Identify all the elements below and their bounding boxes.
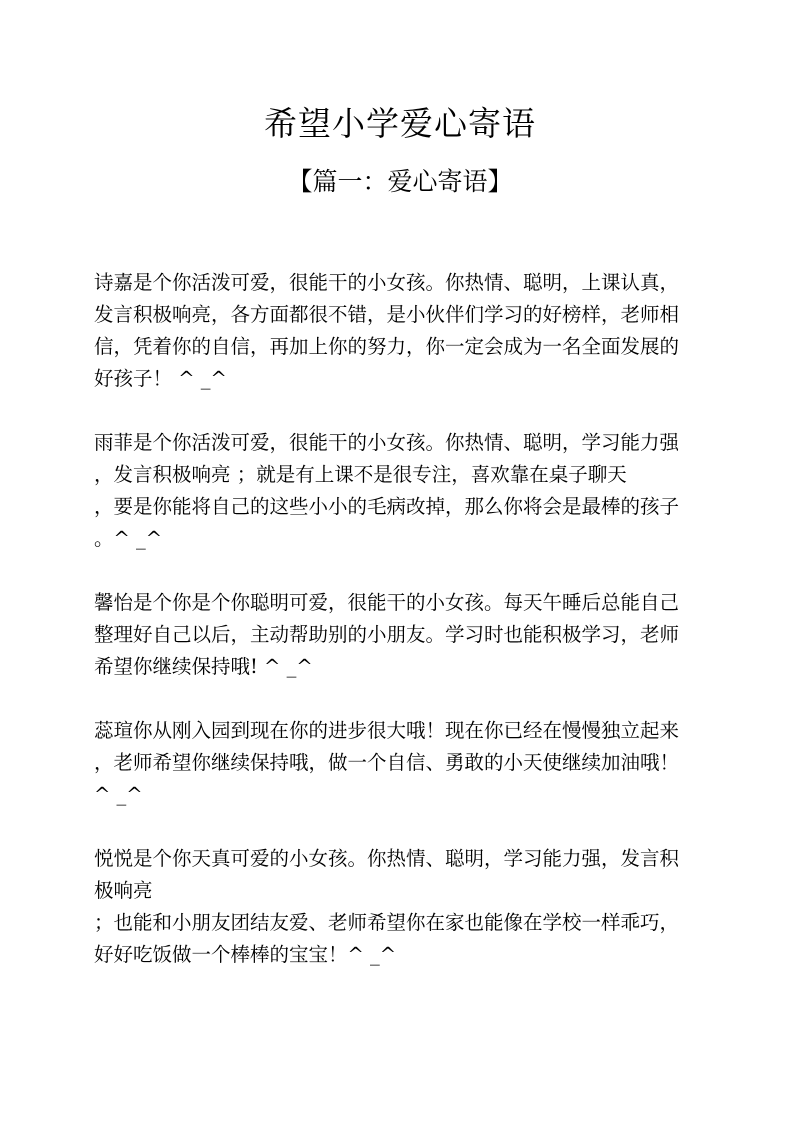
paragraph-line: 好好吃饭做一个棒棒的宝宝！^ _^ <box>94 943 397 966</box>
section-heading: 【篇一：爱心寄语】 <box>287 167 513 196</box>
paragraph-3 <box>94 587 710 683</box>
paragraph-line: ，要是你能将自己的这些小小的毛病改掉，那么你将会是最棒的孩子 <box>94 495 680 518</box>
paragraph-line: 馨怡是个你是个你聪明可爱，很能干的小女孩。每天午睡后总能自己 <box>94 591 680 614</box>
paragraph-2 <box>94 427 710 555</box>
paragraph-line: 整理好自己以后，主动帮助别的小朋友。学习时也能积极学习，老师 <box>94 623 680 646</box>
paragraph-line: 希望你继续保持哦! ^ _^ <box>94 655 313 678</box>
paragraph-line: ，老师希望你继续保持哦，做一个自信、勇敢的小天使继续加油哦！ <box>94 751 680 774</box>
paragraph-line: ；也能和小朋友团结友爱、老师希望你在家也能像在学校一样乖巧， <box>94 911 680 934</box>
paragraph-line: 信，凭着你的自信，再加上你的努力，你一定会成为一名全面发展的 <box>94 335 680 358</box>
paragraph-line: 。^ _^ <box>94 527 163 550</box>
paragraph-line: 蕊瑄你从刚入园到现在你的进步很大哦！现在你已经在慢慢独立起来 <box>94 719 680 742</box>
paragraph-line: 诗嘉是个你活泼可爱，很能干的小女孩。你热情、聪明，上课认真， <box>94 271 680 294</box>
paragraph-4 <box>94 715 710 811</box>
paragraph-5 <box>94 843 710 971</box>
paragraph-line: 悦悦是个你天真可爱的小女孩。你热情、聪明，学习能力强，发言积 <box>94 847 680 870</box>
paragraph-line: 极响亮 <box>94 879 153 902</box>
paragraph-1 <box>94 267 710 395</box>
paragraph-line: 好孩子！ ^ _^ <box>94 367 227 390</box>
paragraph-line: 雨菲是个你活泼可爱，很能干的小女孩。你热情、聪明，学习能力强 <box>94 431 680 454</box>
paragraph-line: 发言积极响亮，各方面都很不错，是小伙伴们学习的好榜样，老师相 <box>94 303 680 326</box>
paragraph-line: ，发言积极响亮 ；就是有上课不是很专注，喜欢靠在桌子聊天 <box>94 463 627 486</box>
page-title: 希望小学爱心寄语 <box>264 104 536 143</box>
paragraph-line: ^ _^ <box>94 783 143 806</box>
